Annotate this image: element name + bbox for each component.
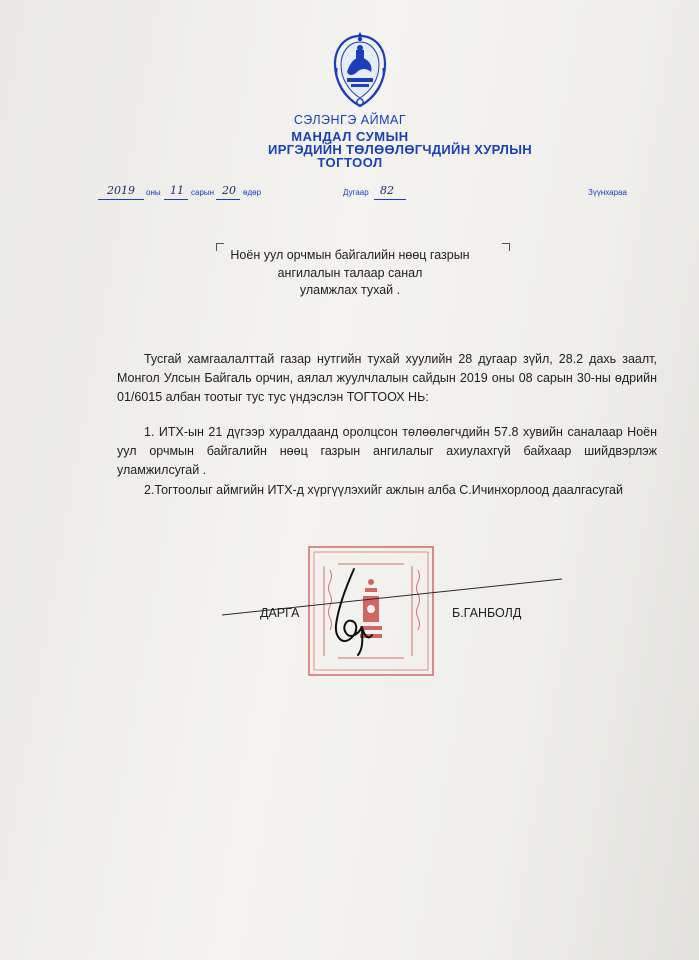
header-doc-type: ТОГТООЛ xyxy=(317,155,383,170)
subject-corner-right xyxy=(502,243,510,251)
date-year-label: оны xyxy=(146,188,161,197)
body-item-2: 2.Тогтоолыг аймгийн ИТХ-д хүргүүлэхийг ажлын алба С.Ичинхорлоод даалгасугай xyxy=(144,483,623,497)
body-item-1: 1. ИТХ-ын 21 дүгээр хуралдаанд оролцсон төлөөлөгчдийн 57.8 хувийн саналаар Ноён уул орчмын байгалийн нөөц газрын ангилалыг ахиулахгүй байхаар шийдвэрлэж уламжилсугай . xyxy=(117,425,657,477)
header-khural: ИРГЭДИЙН ТӨЛӨӨЛӨГЧДИЙН ХУРЛЫН xyxy=(268,142,532,157)
signatory-name: Б.ГАНБОЛД xyxy=(452,606,522,620)
handwritten-signature-icon xyxy=(328,565,376,657)
date-day-underline xyxy=(216,199,240,200)
signatory-title: ДАРГА xyxy=(260,606,300,620)
date-day-label: өдөр xyxy=(243,188,262,197)
date-day-value: 20 xyxy=(222,184,236,197)
date-month-value: 11 xyxy=(170,184,184,197)
header-aimag: СЭЛЭНГЭ АЙМАГ xyxy=(293,113,407,127)
body-preamble: Тусгай хамгаалалттай газар нутгийн тухай хуулийн 28 дугаар зүйл, 28.2 дахь заалт, Монгол Улсын Байгаль орчин, аялал жуулчлалын сайдын 2019 оны 08 сарын 30-ны өдрийн 01/6015 албан тоотыг тус тус үндэслэн ТОГТООХ НЬ: xyxy=(117,352,657,404)
subject-line-1: Ноён уул орчмын байгалийн нөөц газрын xyxy=(230,248,470,262)
state-emblem-icon xyxy=(327,28,393,112)
date-month-label: сарын xyxy=(191,188,215,197)
number-underline xyxy=(374,199,406,200)
date-month-underline xyxy=(164,199,188,200)
subject-line-2: ангилалын талаар санал xyxy=(277,266,423,280)
number-label: Дугаар xyxy=(343,188,369,197)
subject-line-3: уламжлах тухай . xyxy=(299,283,401,297)
date-year-value: 2019 xyxy=(107,184,135,197)
number-value: 82 xyxy=(380,184,394,197)
date-year-underline xyxy=(98,199,144,200)
place-name: Зүүнхараа xyxy=(588,188,627,197)
header-sum: МАНДАЛ СУМЫН xyxy=(291,129,409,144)
